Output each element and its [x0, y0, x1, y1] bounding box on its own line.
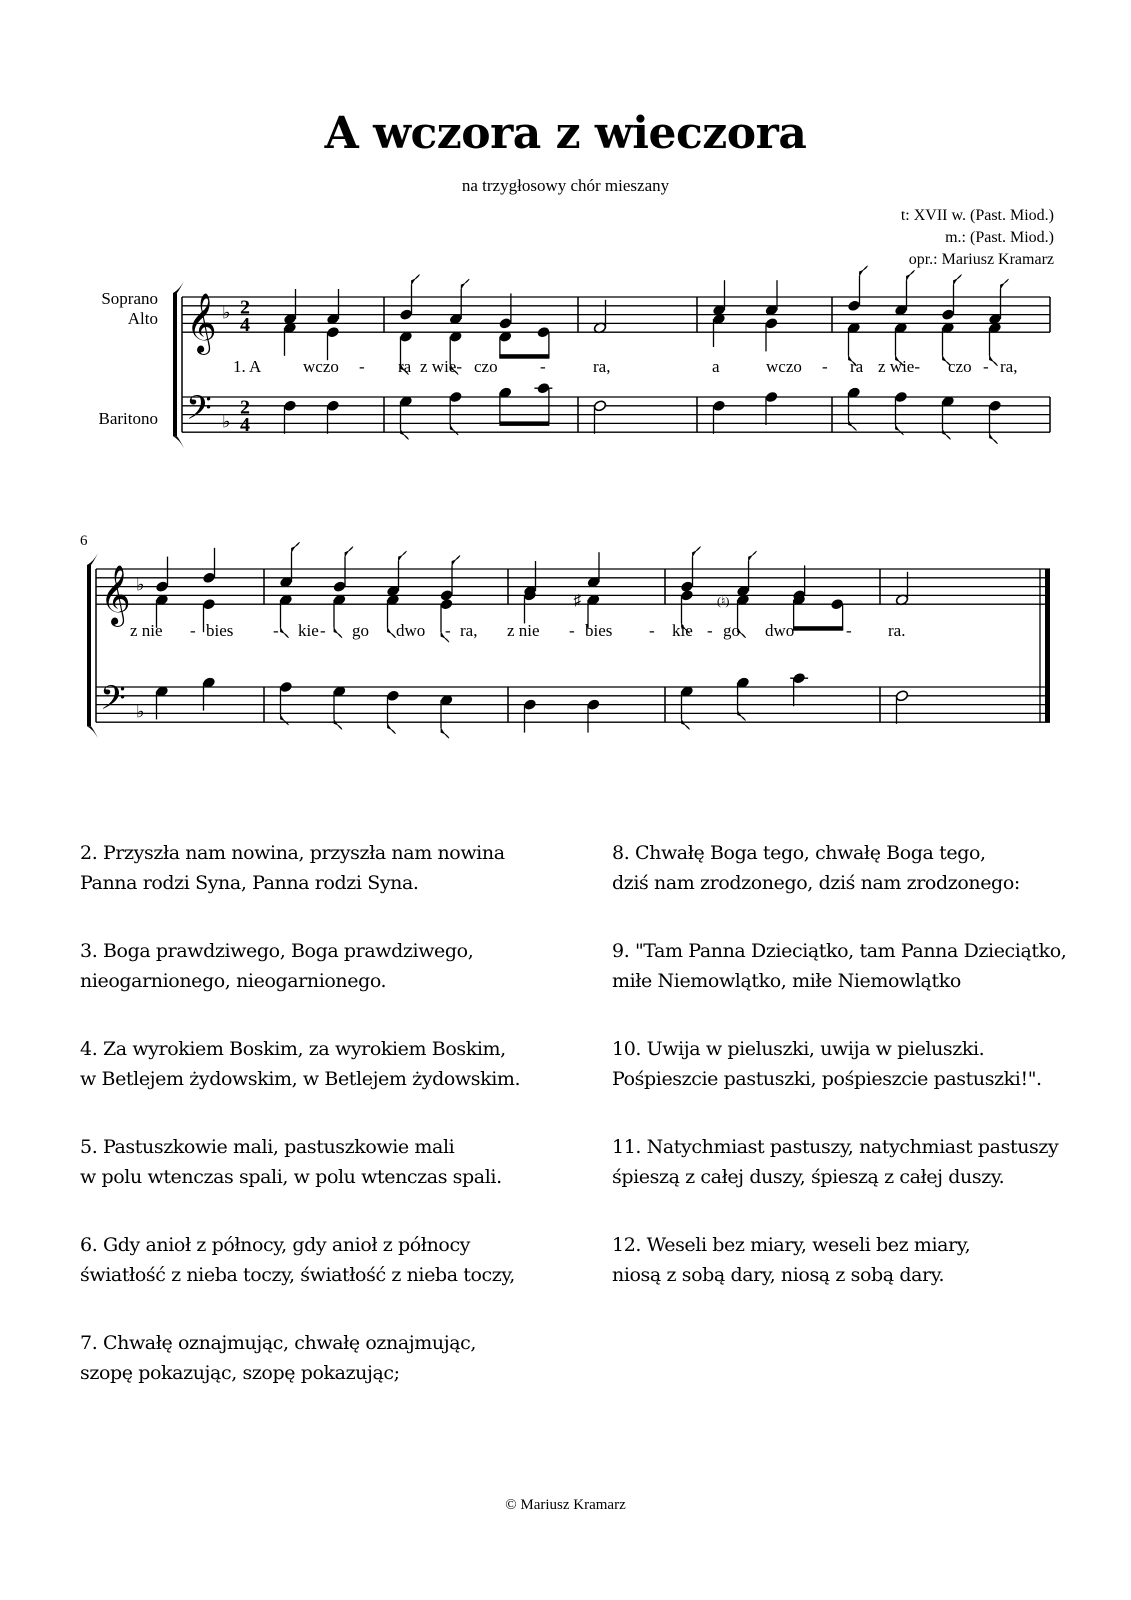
note-flag: [334, 628, 342, 638]
lyric-syllable: ra.: [888, 621, 906, 640]
note-flag: [281, 628, 289, 638]
alto-notehead: [830, 598, 844, 610]
voice-label-alto: Alto: [127, 309, 158, 328]
lyric-syllable: czo: [948, 357, 972, 376]
verse-line: 4. Za wyrokiem Boskim, za wyrokiem Boskim,: [80, 1038, 506, 1060]
verse: [80, 1132, 520, 1192]
lyric-syllable: z nie: [507, 621, 540, 640]
verse-line: dziś nam zrodzonego, dziś nam zrodzonego:: [612, 872, 1020, 894]
soprano-notehead: [333, 580, 347, 592]
final-barline: [1045, 604, 1050, 687]
verse-line: miłe Niemowlątko, miłe Niemowlątko: [612, 970, 961, 992]
lyric-syllable: kie: [672, 621, 693, 640]
note-flag: [399, 551, 407, 561]
note-flag: [907, 270, 915, 280]
verse: [612, 838, 1066, 898]
measure-number: 6: [80, 533, 88, 549]
alto-notehead: [680, 589, 694, 601]
lyric-syllable: -: [846, 621, 852, 640]
time-signature-top: 2: [240, 396, 250, 419]
bracket-hook-bottom: [173, 436, 184, 448]
note-flag: [943, 429, 951, 439]
note-flag: [990, 356, 998, 366]
lyric-syllable: z nie: [130, 621, 163, 640]
lyric-syllable: 1. A: [233, 357, 262, 376]
music-score: [0, 0, 1131, 760]
verse: [80, 1034, 520, 1094]
note-flag: [693, 547, 701, 557]
verse-line: 12. Weseli bez miary, weseli bez miary,: [612, 1234, 971, 1256]
verse-line: Pośpieszcie pastuszki, pośpieszcie pastuszki!".: [612, 1068, 1042, 1090]
verse-line: w Betlejem żydowskim, w Betlejem żydowskim.: [80, 1068, 521, 1090]
lyric-syllable: -: [190, 621, 196, 640]
copyright-footer: © Mariusz Kramarz: [505, 1497, 626, 1513]
note-flag: [896, 425, 904, 435]
note-flag: [388, 628, 396, 638]
baritone-notehead: [449, 391, 463, 403]
treble-clef-icon: 𝄞: [186, 295, 217, 353]
lyric-syllable: ra,: [460, 621, 478, 640]
lyric-syllable: -: [540, 357, 546, 376]
soprano-notehead: [499, 317, 513, 329]
note-flag: [401, 429, 409, 439]
soprano-notehead: [155, 580, 169, 592]
lyric-syllable: ra: [398, 357, 412, 376]
beam: [793, 626, 843, 631]
baritone-notehead: [792, 672, 806, 684]
flat-icon: ♭: [136, 701, 145, 722]
verse: [612, 1132, 1066, 1192]
lyric-syllable: dwo: [765, 621, 795, 640]
verse-line: 8. Chwałę Boga tego, chwałę Boga tego,: [612, 842, 986, 864]
final-barline: [1045, 569, 1050, 604]
note-flag: [345, 547, 353, 557]
treble-clef-icon: 𝄞: [100, 567, 131, 625]
baritone-notehead: [279, 681, 293, 693]
note-flag: [412, 275, 420, 285]
lyric-syllable: -: [822, 357, 828, 376]
lyric-syllable: -: [320, 621, 326, 640]
verse: [612, 1034, 1066, 1094]
verse: [612, 1230, 1066, 1290]
lyric-syllable: -: [359, 357, 365, 376]
lyric-syllable: -: [983, 357, 989, 376]
bracket: [173, 293, 177, 436]
final-barline: [1045, 687, 1050, 722]
bass-clef-icon: 𝄢: [186, 389, 212, 435]
lyric-syllable: dwo: [396, 621, 426, 640]
verses-left-column: [80, 838, 520, 1426]
time-signature-bottom: 4: [240, 414, 250, 437]
lyric-syllable: -: [649, 621, 655, 640]
verse-line: niosą z sobą dary, niosą z sobą dary.: [612, 1264, 945, 1286]
lyric-syllable: z wie-: [878, 357, 921, 376]
lyric-syllable: a: [712, 357, 720, 376]
staves: [87, 281, 1050, 738]
lyric-syllable: -: [445, 621, 451, 640]
beam: [499, 421, 549, 426]
alto-notehead: [202, 598, 216, 610]
note-flag: [860, 266, 868, 276]
note-flag: [1001, 279, 1009, 289]
verse: [612, 936, 1066, 996]
note-flag: [388, 724, 396, 734]
note-flag: [461, 279, 469, 289]
verse-line: śpieszą z całej duszy, śpieszą z całej duszy.: [612, 1166, 1005, 1188]
soprano-notehead: [399, 308, 413, 320]
baritone-notehead: [523, 698, 537, 710]
alto-notehead: [326, 326, 340, 338]
cautionary-natural-icon: (♮): [717, 593, 730, 608]
lyric-syllable: -: [569, 621, 575, 640]
lyric-syllable: bies: [585, 621, 613, 640]
note-flag: [954, 275, 962, 285]
baritone-notehead: [593, 400, 607, 412]
baritone-notehead: [283, 400, 297, 412]
note-flag: [682, 719, 690, 729]
note-flag: [738, 711, 746, 721]
verse: [80, 936, 520, 996]
lyric-syllable: -: [273, 621, 279, 640]
verse-line: 11. Natychmiast pastuszy, natychmiast pastuszy: [612, 1136, 1059, 1158]
verse-line: światłość z nieba toczy, światłość z nieba toczy,: [80, 1264, 515, 1286]
note-flag: [749, 551, 757, 561]
note-flag: [441, 728, 449, 738]
alto-notehead: [440, 598, 454, 610]
page-title: A wczora z wieczora: [324, 108, 807, 159]
lyric-syllable: wczo: [766, 357, 802, 376]
bracket: [87, 565, 91, 726]
lyric-syllable: ra: [850, 357, 864, 376]
verse-line: 5. Pastuszkowie mali, pastuszkowie mali: [80, 1136, 455, 1158]
subtitle: na trzygłosowy chór mieszany: [461, 176, 670, 195]
verse-line: Panna rodzi Syna, Panna rodzi Syna.: [80, 872, 419, 894]
lyric-syllable: wczo: [303, 357, 339, 376]
baritone-notehead: [326, 400, 340, 412]
alto-notehead: [765, 317, 779, 329]
notes: [155, 266, 1008, 738]
flat-icon: ♭: [136, 574, 145, 595]
sharp-icon: ♯: [573, 592, 581, 609]
verses-right-column: [612, 838, 1066, 1328]
bass-clef-icon: 𝄢: [100, 679, 126, 725]
lyric-syllable: go: [723, 621, 740, 640]
soprano-notehead: [847, 300, 861, 312]
baritone-notehead: [988, 400, 1002, 412]
note-flag: [334, 719, 342, 729]
baritone-notehead: [587, 698, 601, 710]
lyric-syllable: -: [707, 621, 713, 640]
voice-label-soprano: Soprano: [101, 289, 158, 308]
verse-line: 9. "Tam Panna Dzieciątko, tam Panna Dzieciątko,: [612, 940, 1067, 962]
note-flag: [281, 715, 289, 725]
lyric-syllable: z wie-: [420, 357, 463, 376]
lyrics-system-2: [130, 621, 905, 640]
note-flag: [292, 542, 300, 552]
verse-line: nieogarnionego, nieogarnionego.: [80, 970, 387, 992]
bracket-hook-top: [87, 553, 98, 565]
verse-line: 6. Gdy anioł z północy, gdy anioł z północy: [80, 1234, 471, 1256]
alto-notehead: [537, 326, 551, 338]
verse-line: 2. Przyszła nam nowina, przyszła nam nowina: [80, 842, 505, 864]
note-flag: [452, 555, 460, 565]
baritone-notehead: [895, 690, 909, 702]
lyric-syllable: go: [352, 621, 369, 640]
flat-icon: ♭: [222, 411, 231, 432]
verse-line: 3. Boga prawdziwego, Boga prawdziwego,: [80, 940, 474, 962]
verse: [80, 838, 520, 898]
verse-line: w polu wtenczas spali, w polu wtenczas spali.: [80, 1166, 502, 1188]
note-flag: [990, 434, 998, 444]
credit-text: t: XVII w. (Past. Miod.): [900, 207, 1054, 224]
verse: [80, 1230, 520, 1290]
voice-label-baritono: Baritono: [98, 409, 158, 428]
lyric-syllable: kie: [298, 621, 319, 640]
verse-line: szopę pokazując, szopę pokazując;: [80, 1362, 400, 1384]
note-flag: [849, 421, 857, 431]
soprano-notehead: [941, 308, 955, 320]
baritone-notehead: [712, 400, 726, 412]
bracket-hook-top: [173, 281, 184, 293]
verse-line: 10. Uwija w pieluszki, uwija w pieluszki.: [612, 1038, 985, 1060]
lyric-syllable: ra,: [1000, 357, 1018, 376]
lyrics-system-1: [233, 357, 1017, 376]
baritone-notehead: [765, 391, 779, 403]
soprano-notehead: [202, 572, 216, 584]
note-flag: [450, 425, 458, 435]
credit-arrangement: opr.: Mariusz Kramarz: [908, 251, 1054, 268]
baritone-notehead: [894, 391, 908, 403]
verse-line: 7. Chwałę oznajmując, chwałę oznajmując,: [80, 1332, 477, 1354]
lyric-syllable: czo: [474, 357, 498, 376]
verse: [80, 1328, 520, 1388]
baritone-notehead: [386, 690, 400, 702]
time-signature-bottom: 4: [240, 314, 250, 337]
flat-icon: ♭: [222, 302, 231, 323]
bracket-hook-bottom: [87, 726, 98, 738]
lyric-syllable: ra,: [593, 357, 611, 376]
lyric-syllable: bies: [206, 621, 234, 640]
credit-music: m.: (Past. Miod.): [945, 229, 1054, 246]
time-signature-top: 2: [240, 296, 250, 319]
